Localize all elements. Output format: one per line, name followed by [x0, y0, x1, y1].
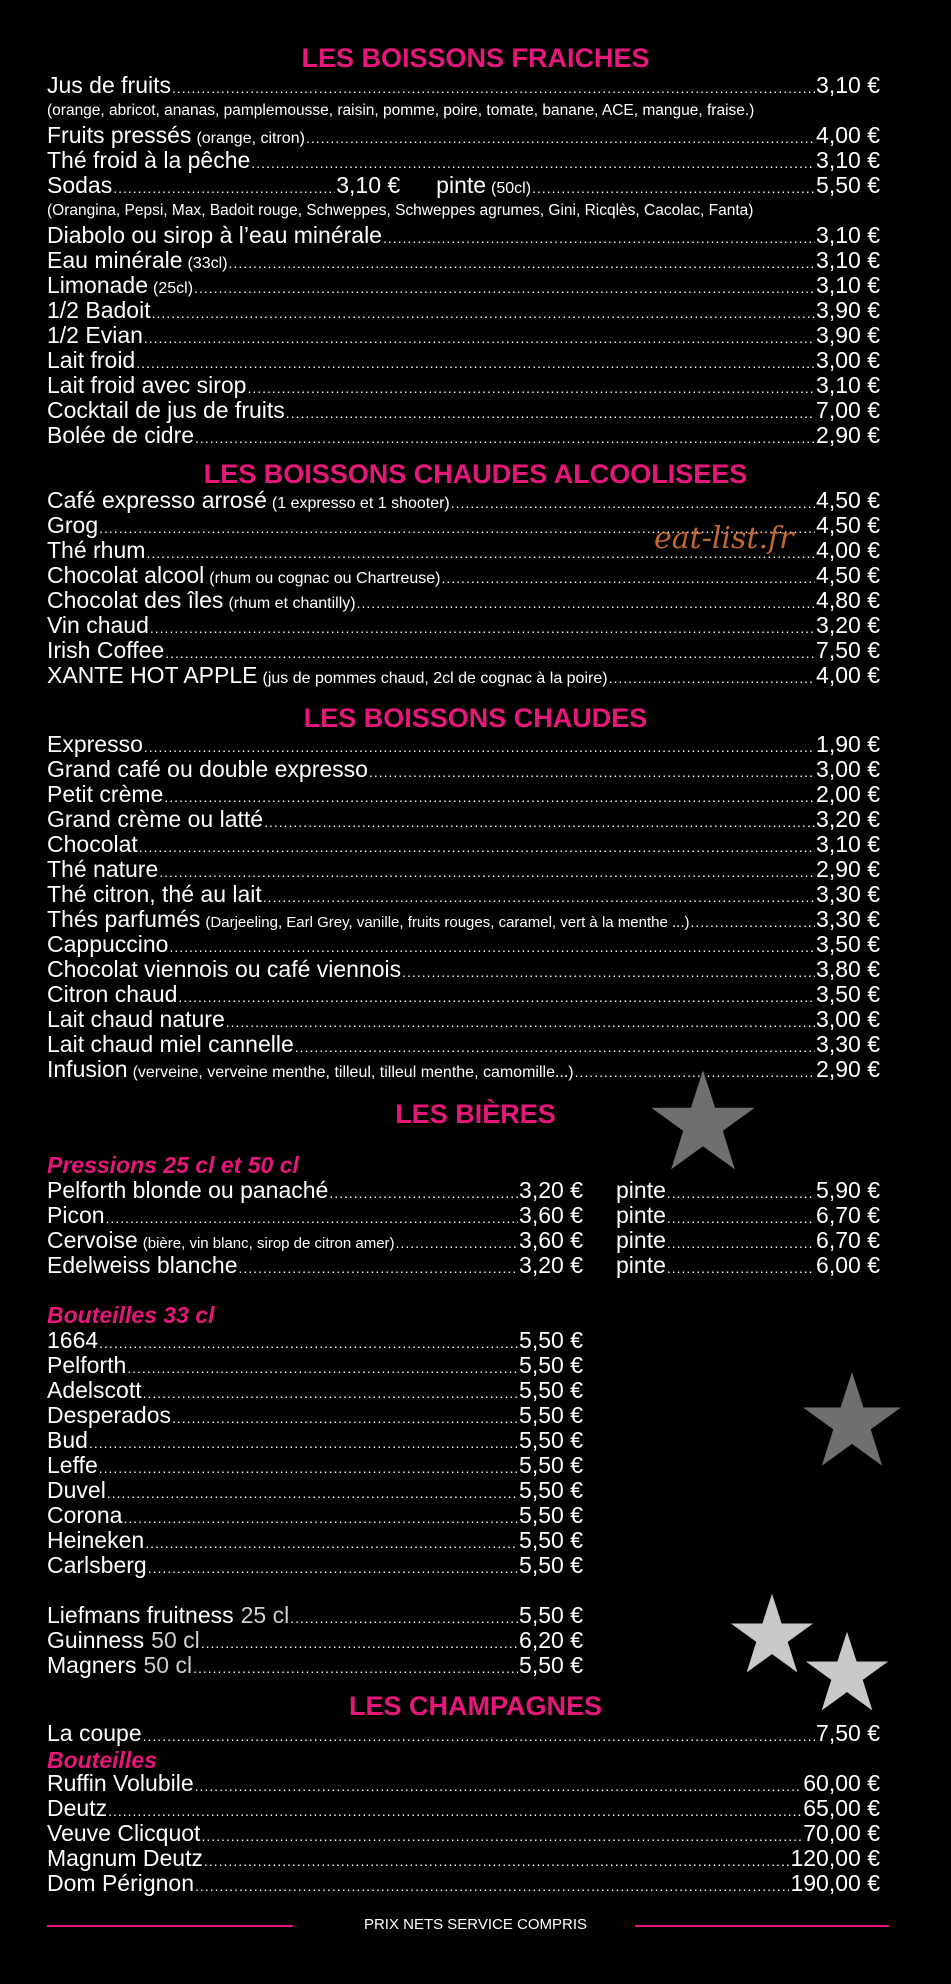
item-price: 3,10 €: [816, 147, 880, 173]
item-price: 120,00 €: [790, 1845, 880, 1871]
item-price: 4,00 €: [816, 537, 880, 563]
item-name: Guinness: [47, 1627, 145, 1653]
item-price: 3,10 €: [816, 372, 880, 398]
dot-leader: [172, 76, 815, 101]
item-price: 5,50 €: [519, 1352, 583, 1378]
item-note: (Darjeeling, Earl Grey, vanille, fruits rouges, caramel, vert à la menthe ...): [205, 914, 690, 931]
dot-leader: [193, 1656, 518, 1681]
menu-item: [47, 1353, 583, 1378]
item-price: 7,50 €: [816, 1720, 880, 1746]
item-name: Citron chaud: [47, 981, 178, 1007]
menu-item: [47, 298, 880, 323]
item-name: Duvel: [47, 1477, 106, 1503]
item-price: 2,90 €: [816, 1056, 880, 1082]
item-price: 3,00 €: [816, 347, 880, 373]
item-price: 2,90 €: [816, 422, 880, 448]
item-price: 60,00 €: [803, 1770, 880, 1796]
dot-leader: [195, 1874, 789, 1899]
menu-item: [47, 1032, 880, 1057]
item-size: 50 cl: [151, 1627, 200, 1653]
menu-item: [47, 1628, 583, 1653]
item-note: (bière, vin blanc, sirop de citron amer): [142, 1235, 395, 1252]
item-name: 1/2 Badoit: [47, 297, 151, 323]
item-price: 5,50 €: [519, 1527, 583, 1553]
item-price: 3,10 €: [816, 272, 880, 298]
item-price: 3,50 €: [816, 931, 880, 957]
item-price: 5,50 €: [519, 1402, 583, 1428]
menu-item: [47, 1428, 583, 1453]
footer-note: PRIX NETS SERVICE COMPRIS: [363, 1916, 588, 1933]
item-note: (25cl): [153, 280, 194, 297]
menu-item: [47, 273, 880, 298]
menu-item: [47, 1178, 583, 1203]
menu-item: [47, 757, 880, 782]
item-price: 5,50 €: [519, 1452, 583, 1478]
item-price: 5,50 €: [519, 1652, 583, 1678]
menu-item: [47, 907, 880, 932]
item-note: (1 expresso et 1 shooter): [271, 495, 450, 512]
item-note: (orange, citron): [196, 130, 305, 147]
item-name: Sodas: [47, 172, 113, 198]
dot-leader: [148, 1556, 518, 1581]
pinte-label: pinte: [616, 1177, 666, 1203]
item-name: Eau minérale: [47, 247, 183, 273]
item-price: 5,50 €: [519, 1427, 583, 1453]
item-name: Grand café ou double expresso: [47, 756, 368, 782]
item-price: 3,20 €: [519, 1177, 583, 1203]
menu-item: [47, 1378, 583, 1403]
menu-item: [47, 613, 880, 638]
subtitle-bouteilles-bieres: Bouteilles 33 cl: [47, 1302, 215, 1328]
item-name: Bolée de cidre: [47, 422, 195, 448]
section-title-chaudes-alcoolisees: LES BOISSONS CHAUDES ALCOOLISEES: [203, 459, 748, 489]
item-name: Corona: [47, 1502, 123, 1528]
item-price: 5,50 €: [519, 1602, 583, 1628]
menu-item: [47, 1653, 583, 1678]
menu-item: [47, 348, 880, 373]
item-note: (rhum et chantilly): [228, 595, 356, 612]
item-name: Pelforth: [47, 1352, 127, 1378]
pinte-item: [616, 1253, 880, 1278]
menu-item: [47, 323, 880, 348]
item-name: Diabolo ou sirop à l’eau minérale: [47, 222, 382, 248]
item-name: Petit crème: [47, 781, 164, 807]
menu-item: [47, 588, 880, 613]
item-price: 4,80 €: [816, 587, 880, 613]
dot-leader: [239, 1256, 519, 1281]
menu-item: [47, 1453, 583, 1478]
item-price: 3,20 €: [816, 612, 880, 638]
item-price: 3,50 €: [816, 981, 880, 1007]
item-name: Dom Pérignon: [47, 1870, 195, 1896]
item-name: Ruffin Volubile: [47, 1770, 194, 1796]
menu-item: [47, 1228, 583, 1253]
menu-item: [47, 1007, 880, 1032]
menu-item: [47, 398, 880, 423]
item-name: Fruits pressés: [47, 122, 192, 148]
item-name: Thé citron, thé au lait: [47, 881, 262, 907]
item-price: 3,20 €: [519, 1252, 583, 1278]
item-name: Chocolat viennois ou café viennois: [47, 956, 402, 982]
menu-item: [47, 1796, 880, 1821]
item-price: 5,50 €: [519, 1377, 583, 1403]
item-name: Cappuccino: [47, 931, 169, 957]
item-size: 50 cl: [143, 1652, 193, 1678]
star-icon: [803, 1630, 891, 1714]
item-price: 70,00 €: [803, 1820, 880, 1846]
item-price: 3,00 €: [816, 1006, 880, 1032]
menu-item: [47, 1721, 880, 1746]
menu-item: [47, 563, 880, 588]
item-name: Deutz: [47, 1795, 108, 1821]
menu-item: [47, 638, 880, 663]
footer-divider-right: [635, 1925, 889, 1927]
star-icon: [800, 1370, 904, 1470]
item-name: Thés parfumés: [47, 906, 201, 932]
menu-item: [47, 1403, 583, 1428]
item-note: (33cl): [187, 255, 228, 272]
item-name: Edelweiss blanche: [47, 1252, 238, 1278]
pinte-note: (50cl): [491, 180, 532, 197]
item-name: Thé rhum: [47, 537, 146, 563]
item-price: 3,60 €: [519, 1202, 583, 1228]
item-name: La coupe: [47, 1720, 142, 1746]
menu-item: [47, 1771, 880, 1796]
item-name: Cocktail de jus de fruits: [47, 397, 285, 423]
item-name: Expresso: [47, 731, 143, 757]
menu-item: [47, 1328, 583, 1353]
menu-item: [47, 732, 880, 757]
item-size: 25 cl: [240, 1602, 290, 1628]
item-name: Vin chaud: [47, 612, 149, 638]
item-price: 3,10 €: [816, 72, 880, 98]
item-price: 3,80 €: [816, 956, 880, 982]
item-name: Desperados: [47, 1402, 172, 1428]
item-name: Lait froid avec sirop: [47, 372, 247, 398]
menu-item: [47, 373, 880, 398]
item-name: Jus de fruits: [47, 72, 171, 98]
item-price: 7,50 €: [816, 637, 880, 663]
menu-item: [47, 123, 880, 148]
item-name: Magnum Deutz: [47, 1845, 203, 1871]
dot-leader: [113, 176, 335, 201]
item-price: 3,30 €: [816, 881, 880, 907]
pinte-price: 5,50 €: [816, 172, 880, 198]
item-price: 1,90 €: [816, 731, 880, 757]
menu-item: [47, 1553, 583, 1578]
menu-item: [47, 1253, 583, 1278]
pinte-label: pinte: [436, 172, 487, 198]
item-name: Adelscott: [47, 1377, 142, 1403]
item-price: 5,50 €: [519, 1502, 583, 1528]
pinte-item: [616, 1178, 880, 1203]
item-name: Thé nature: [47, 856, 159, 882]
item-price: 4,50 €: [816, 562, 880, 588]
menu-item: [47, 982, 880, 1007]
item-price: 2,90 €: [816, 856, 880, 882]
item-name: Pelforth blonde ou panaché: [47, 1177, 329, 1203]
menu-item: [47, 857, 880, 882]
item-name: Lait froid: [47, 347, 136, 373]
item-name: Leffe: [47, 1452, 98, 1478]
menu-item: [47, 807, 880, 832]
item-price: 3,10 €: [816, 831, 880, 857]
menu-item: [47, 1503, 583, 1528]
section-title-bieres: LES BIÈRES: [395, 1099, 556, 1129]
item-name: Cervoise: [47, 1227, 138, 1253]
menu-item: [47, 832, 880, 857]
item-price: 3,10 €: [336, 172, 401, 198]
item-price: 3,90 €: [816, 322, 880, 348]
item-price: 65,00 €: [803, 1795, 880, 1821]
menu-item: [47, 1603, 583, 1628]
menu-item: [47, 488, 880, 513]
menu-item: [47, 73, 880, 98]
item-price: 5,50 €: [519, 1552, 583, 1578]
sodas-brands-note: (Orangina, Pepsi, Max, Badoit rouge, Schweppes, Schweppes agrumes, Gini, Ricqlès, Cacolac, Fanta): [47, 202, 754, 219]
item-name: 1664: [47, 1327, 99, 1353]
menu-item: [47, 248, 880, 273]
item-note: (jus de pommes chaud, 2cl de cognac à la poire): [262, 670, 608, 687]
item-name: XANTE HOT APPLE: [47, 662, 258, 688]
item-price: 5,50 €: [519, 1327, 583, 1353]
item-price: 3,90 €: [816, 297, 880, 323]
pinte-price: 6,00 €: [816, 1252, 880, 1278]
item-price: 3,30 €: [816, 1031, 880, 1057]
item-price: 3,00 €: [816, 756, 880, 782]
menu-item: [47, 1478, 583, 1503]
pinte-label: pinte: [616, 1227, 666, 1253]
item-name: Liefmans fruitness: [47, 1602, 234, 1628]
item-note: (rhum ou cognac ou Chartreuse): [209, 570, 441, 587]
dot-leader: [667, 1256, 815, 1281]
menu-item: [47, 1846, 880, 1871]
item-price: 3,60 €: [519, 1227, 583, 1253]
subtitle-pressions: Pressions 25 cl et 50 cl: [47, 1152, 299, 1178]
section-title-champagnes: LES CHAMPAGNES: [348, 1691, 603, 1721]
item-price: 3,10 €: [816, 222, 880, 248]
dot-leader: [609, 666, 815, 691]
menu-item: [47, 1528, 583, 1553]
menu-item: [47, 1821, 880, 1846]
menu-item: [47, 882, 880, 907]
section-title-chaudes: LES BOISSONS CHAUDES: [303, 703, 648, 733]
item-price: 3,20 €: [816, 806, 880, 832]
pinte-price: 6,70 €: [816, 1227, 880, 1253]
pinte-label: pinte: [616, 1252, 666, 1278]
item-name: Limonade: [47, 272, 149, 298]
pinte-item: [616, 1203, 880, 1228]
dot-leader: [532, 176, 815, 201]
menu-item: [47, 957, 880, 982]
item-price: 2,00 €: [816, 781, 880, 807]
item-name: Irish Coffee: [47, 637, 165, 663]
menu-item: [47, 148, 880, 173]
item-price: 4,50 €: [816, 512, 880, 538]
item-name: Infusion: [47, 1056, 128, 1082]
item-name: Grand crème ou latté: [47, 806, 264, 832]
item-price: 4,50 €: [816, 487, 880, 513]
sodas-row: [47, 173, 880, 198]
menu-item: [47, 932, 880, 957]
item-name: Thé froid à la pêche: [47, 147, 251, 173]
dot-leader: [143, 1724, 815, 1749]
item-price: 3,30 €: [816, 906, 880, 932]
item-name: Chocolat: [47, 831, 138, 857]
subtitle-bouteilles-champagne: Bouteilles: [47, 1747, 157, 1773]
item-name: Bud: [47, 1427, 88, 1453]
pinte-label: pinte: [616, 1202, 666, 1228]
item-name: Chocolat des îles: [47, 587, 224, 613]
pinte-price: 5,90 €: [816, 1177, 880, 1203]
item-name: Veuve Clicquot: [47, 1820, 201, 1846]
star-icon: [648, 1068, 758, 1174]
item-name: Carlsberg: [47, 1552, 147, 1578]
item-name: Lait chaud miel cannelle: [47, 1031, 294, 1057]
item-note: (verveine, verveine menthe, tilleul, tilleul menthe, camomille...): [132, 1064, 574, 1081]
menu-item: [47, 782, 880, 807]
item-price: 6,20 €: [519, 1627, 583, 1653]
item-price: 7,00 €: [816, 397, 880, 423]
item-name: Picon: [47, 1202, 105, 1228]
item-name: Heineken: [47, 1527, 145, 1553]
menu-item: [47, 1203, 583, 1228]
item-name: Café expresso arrosé: [47, 487, 267, 513]
section-title-fraiches: LES BOISSONS FRAICHES: [301, 43, 650, 73]
item-name: Magners: [47, 1652, 137, 1678]
item-price: 4,00 €: [816, 122, 880, 148]
menu-item: [47, 663, 880, 688]
item-name: Grog: [47, 512, 99, 538]
juice-flavors-note: (orange, abricot, ananas, pamplemousse, raisin, pomme, poire, tomate, banane, ACE, mangue, fraise.): [47, 102, 755, 119]
dot-leader: [195, 426, 815, 451]
menu-item: [47, 423, 880, 448]
menu-item: [47, 223, 880, 248]
item-price: 3,10 €: [816, 247, 880, 273]
item-name: Chocolat alcool: [47, 562, 205, 588]
item-price: 190,00 €: [790, 1870, 880, 1896]
item-name: Lait chaud nature: [47, 1006, 225, 1032]
menu-item: [47, 1871, 880, 1896]
item-price: 4,00 €: [816, 662, 880, 688]
item-name: 1/2 Evian: [47, 322, 143, 348]
item-price: 5,50 €: [519, 1477, 583, 1503]
watermark: eat-list.fr: [654, 521, 794, 556]
pinte-item: [616, 1228, 880, 1253]
pinte-price: 6,70 €: [816, 1202, 880, 1228]
